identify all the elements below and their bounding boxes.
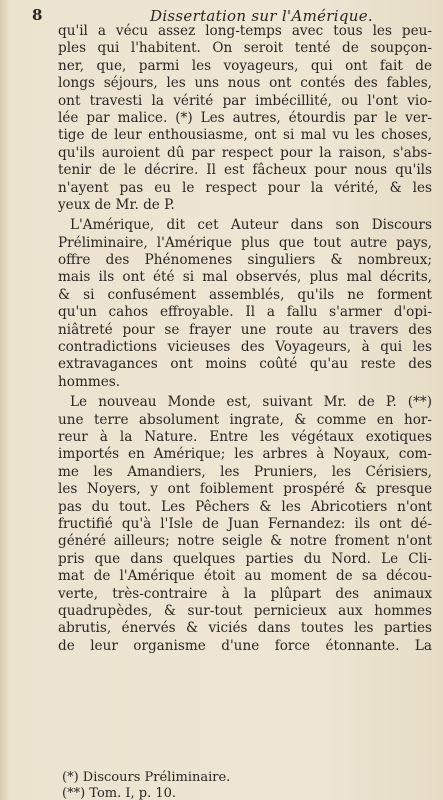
footnote: (**) Tom. I, p. 10.	[62, 786, 177, 800]
footnotes	[62, 770, 362, 800]
text-line: pris que dans quelques parties du Nord. Le Cli-	[58, 550, 432, 567]
text-line: Préliminaire, l'Amérique plus que tout autre pays,	[58, 234, 432, 251]
text-line: abrutis, énervés & viciés dans toutes les parties	[58, 620, 432, 637]
text-line: niâtreté pour se frayer une route au travers des	[58, 321, 432, 338]
text-line: qu'un cahos effroyable. Il a fallu s'armer d'opi-	[58, 304, 432, 321]
body-text	[58, 23, 432, 655]
text-line: tige de leur enthousiasme, ont si mal vu les choses,	[58, 127, 432, 144]
text-line: me les Amandiers, les Pruniers, les Cérisiers,	[58, 463, 432, 480]
text-line: qu'il a vécu assez long-temps avec tous les peu-	[58, 23, 432, 39]
text-line: reur à la Nature. Entre les végétaux exotiques	[58, 428, 432, 445]
text-line: lée par malice. (*) Les autres, étourdis par le ver-	[58, 109, 432, 126]
text-line: & si confusément assemblés, qu'ils ne forment	[58, 286, 432, 303]
text-line: mat de l'Amérique étoit au moment de sa décou-	[58, 568, 432, 585]
text-line: ner, que, parmi les voyageurs, qui ont fait de	[58, 57, 432, 74]
text-line: verte, très-contraire à la plûpart des animaux	[58, 585, 432, 602]
page-number: 8	[32, 6, 43, 24]
running-title: Dissertation sur l'Amérique.	[150, 7, 373, 25]
paragraph-2	[58, 217, 432, 391]
text-line: longs séjours, les uns nous ont contés des fables,	[58, 75, 432, 92]
text-line: ples qui l'habitent. On seroit tenté de soupçon-	[58, 40, 432, 57]
text-line: contradictions vicieuses des Voyageurs, à qui les	[58, 339, 432, 356]
text-line: pas du tout. Les Pêchers & les Abricotiers n'ont	[58, 498, 432, 515]
text-line: qu'ils auroient dû par respect pour la raison, s'abs-	[58, 144, 432, 161]
text-line: les Noyers, y ont foiblement prospéré & presque	[58, 481, 432, 498]
text-line: n'ayent pas eu le respect pour la vérité, & les	[58, 179, 432, 196]
text-line: ont travesti la vérité par imbécillité, ou l'ont vio-	[58, 92, 432, 109]
text-line: yeux de Mr. de P.	[58, 196, 175, 213]
text-line: mais ils ont été si mal observés, plus mal décrits,	[58, 269, 432, 286]
text-line: importés en Amérique; les arbres à Noyaux, com-	[58, 446, 432, 463]
text-line: généré ailleurs; notre seigle & notre froment n'ont	[58, 533, 432, 550]
text-line: fructifié qu'à l'Isle de Juan Fernandez: ils ont dé-	[58, 515, 432, 532]
paragraph-3	[58, 394, 432, 655]
page-header	[22, 4, 421, 24]
text-line: extravagances ont moins coûté qu'au reste des	[58, 356, 432, 373]
text-line: une terre absolument ingrate, & comme en hor-	[58, 411, 432, 428]
paragraph-1	[58, 23, 432, 214]
text-line: offre des Phénomenes singuliers & nombreux;	[58, 252, 432, 269]
text-line: L'Amérique, dit cet Auteur dans son Discours	[70, 217, 432, 234]
footnote: (*) Discours Préliminaire.	[62, 770, 231, 785]
text-line: quadrupèdes, & sur-tout pernicieux aux hommes	[58, 602, 432, 619]
text-line: Le nouveau Monde est, suivant Mr. de P. (**)	[70, 394, 432, 411]
text-line: tenir de le décrire. Il est fâcheux pour nous qu'ils	[58, 162, 432, 179]
text-line: de leur organisme d'une force étonnante. La	[58, 637, 432, 654]
text-line: hommes.	[58, 373, 121, 390]
